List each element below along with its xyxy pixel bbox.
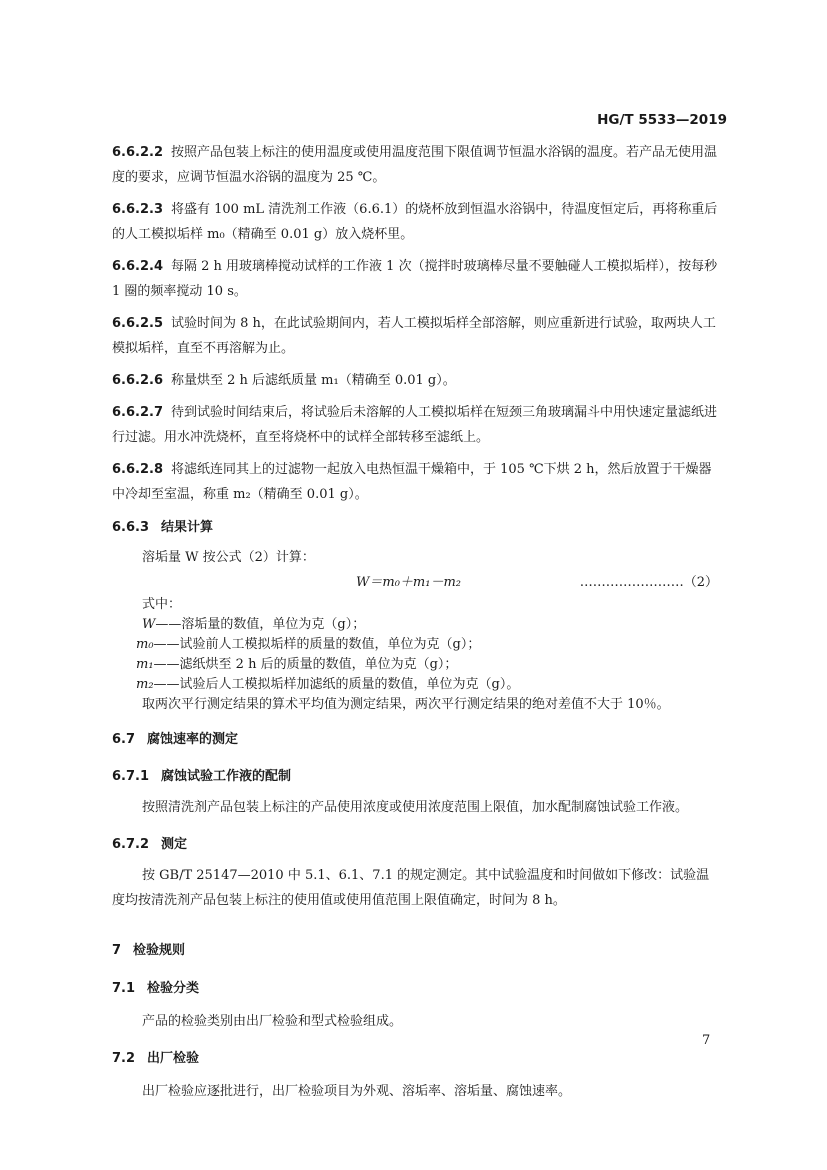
section-text-7-2: 出厂检验应逐批进行，出厂检验项目为外观、溶垢率、溶垢量、腐蚀速率。 [142,1084,572,1099]
section-title: 出厂检验 [147,1051,200,1066]
clause-number: 6.6.2.2 [112,145,163,160]
clause-text: 按照产品包装上标注的使用温度或使用温度范围下限值调节恒温水浴锅的温度。若产品无使用温度的要求，应调节恒温水浴锅的温度为 25 ℃。 [112,145,718,185]
definition-row [112,615,718,635]
clause-number: 6.6.2.4 [112,259,163,274]
definition-row [112,635,718,655]
formula-block [112,570,718,595]
clause-text: 每隔 2 h 用玻璃棒搅动试样的工作液 1 次（搅拌时玻璃棒尽量不要触碰人工模拟垢样），按每秒 1 圈的频率搅动 10 s。 [112,259,718,299]
clause-number: 6.6.2.3 [112,202,163,217]
clause-6-6-2-8 [112,457,718,507]
section-title: 结果计算 [161,520,214,535]
section-heading-6-7-1 [112,764,718,789]
section-title: 腐蚀试验工作液的配制 [161,769,292,784]
definition-row [112,675,718,695]
definition-text: ——试验后人工模拟垢样加滤纸的质量的数值，单位为克（g）。 [153,677,520,692]
section-number: 6.6.3 [112,520,150,535]
equation-number: ……………………（2） [579,575,718,590]
result-conclusion: 取两次平行测定结果的算术平均值为测定结果，两次平行测定结果的绝对差值不大于 10％。 [142,697,670,712]
clause-number: 6.6.2.5 [112,316,163,331]
section-title: 检验分类 [147,981,200,996]
chapter-heading-7 [112,938,718,963]
section-number: 6.7.2 [112,837,150,852]
page-number: 7 [702,1033,711,1048]
section-heading-7-1 [112,976,718,1001]
where-label: 式中： [142,597,182,612]
clause-number: 6.6.2.6 [112,373,163,388]
clause-number: 6.6.2.8 [112,462,163,477]
section-title: 检验规则 [133,943,186,958]
section-text-7-1: 产品的检验类别由出厂检验和型式检验组成。 [142,1014,403,1029]
clause-6-6-2-3 [112,197,718,247]
clause-6-6-2-2 [112,140,718,190]
clause-6-6-2-4 [112,254,718,304]
clause-text: 试验时间为 8 h，在此试验期间内，若人工模拟垢样全部溶解，则应重新进行试验，取两块人工模拟垢样，直至不再溶解为止。 [112,316,716,356]
clause-text: 将盛有 100 mL 清洗剂工作液（6.6.1）的烧杯放到恒温水浴锅中，待温度恒定后，再将称重后的人工模拟垢样 m₀（精确至 0.01 g）放入烧杯里。 [112,202,718,242]
clause-6-6-2-7 [112,400,718,450]
section-number: 7.1 [112,981,136,996]
clause-text: 待到试验时间结束后，将试验后未溶解的人工模拟垢样在短颈三角玻璃漏斗中用快速定量滤纸进行过滤。用水冲洗烧杯，直至将烧杯中的试样全部转移至滤纸上。 [112,405,718,445]
clause-6-6-2-5 [112,311,718,361]
formula: W＝m₀＋m₁－m₂ [356,575,461,590]
clause-6-6-2-6 [112,368,718,393]
symbol-definitions [112,595,718,715]
clause-text: 将滤纸连同其上的过滤物一起放入电热恒温干燥箱中，于 105 ℃下烘 2 h，然后放置于干燥器中冷却至室温，称重 m₂（精确至 0.01 g）。 [112,462,712,502]
section-number: 7 [112,943,122,958]
page-content [112,140,718,1104]
symbol: m₁ [136,657,154,672]
section-title: 测定 [161,837,188,852]
section-text-6-7-2: 按 GB/T 25147—2010 中 5.1、6.1、7.1 的规定测定。其中试验温度和时间做如下修改：试验温度均按清洗剂产品包装上标注的使用值或使用值范围上限值确定，时间为 8 h。 [112,868,710,908]
section-number: 6.7.1 [112,769,150,784]
formula-intro: 溶垢量 W 按公式（2）计算： [142,550,315,565]
section-title: 腐蚀速率的测定 [147,732,239,747]
section-number: 7.2 [112,1051,136,1066]
section-heading-6-7 [112,727,718,752]
section-heading-6-7-2 [112,832,718,857]
clause-text: 称量烘至 2 h 后滤纸质量 m₁（精确至 0.01 g）。 [171,373,456,388]
definition-text: ——滤纸烘至 2 h 后的质量的数值，单位为克（g）； [153,657,458,672]
definition-text: ——溶垢量的数值，单位为克（g）； [155,617,366,632]
definition-row [112,655,718,675]
section-text-6-7-1: 按照清洗剂产品包装上标注的产品使用浓度或使用浓度范围上限值，加水配制腐蚀试验工作液。 [142,800,689,815]
symbol: m₀ [136,637,154,652]
section-heading-6-6-3 [112,515,718,540]
symbol: W [142,617,156,632]
section-heading-7-2 [112,1046,718,1071]
symbol: m₂ [136,677,154,692]
definition-text: ——试验前人工模拟垢样的质量的数值，单位为克（g）； [153,637,481,652]
section-number: 6.7 [112,732,136,747]
clause-number: 6.6.2.7 [112,405,163,420]
standard-number: HG/T 5533—2019 [597,112,727,128]
